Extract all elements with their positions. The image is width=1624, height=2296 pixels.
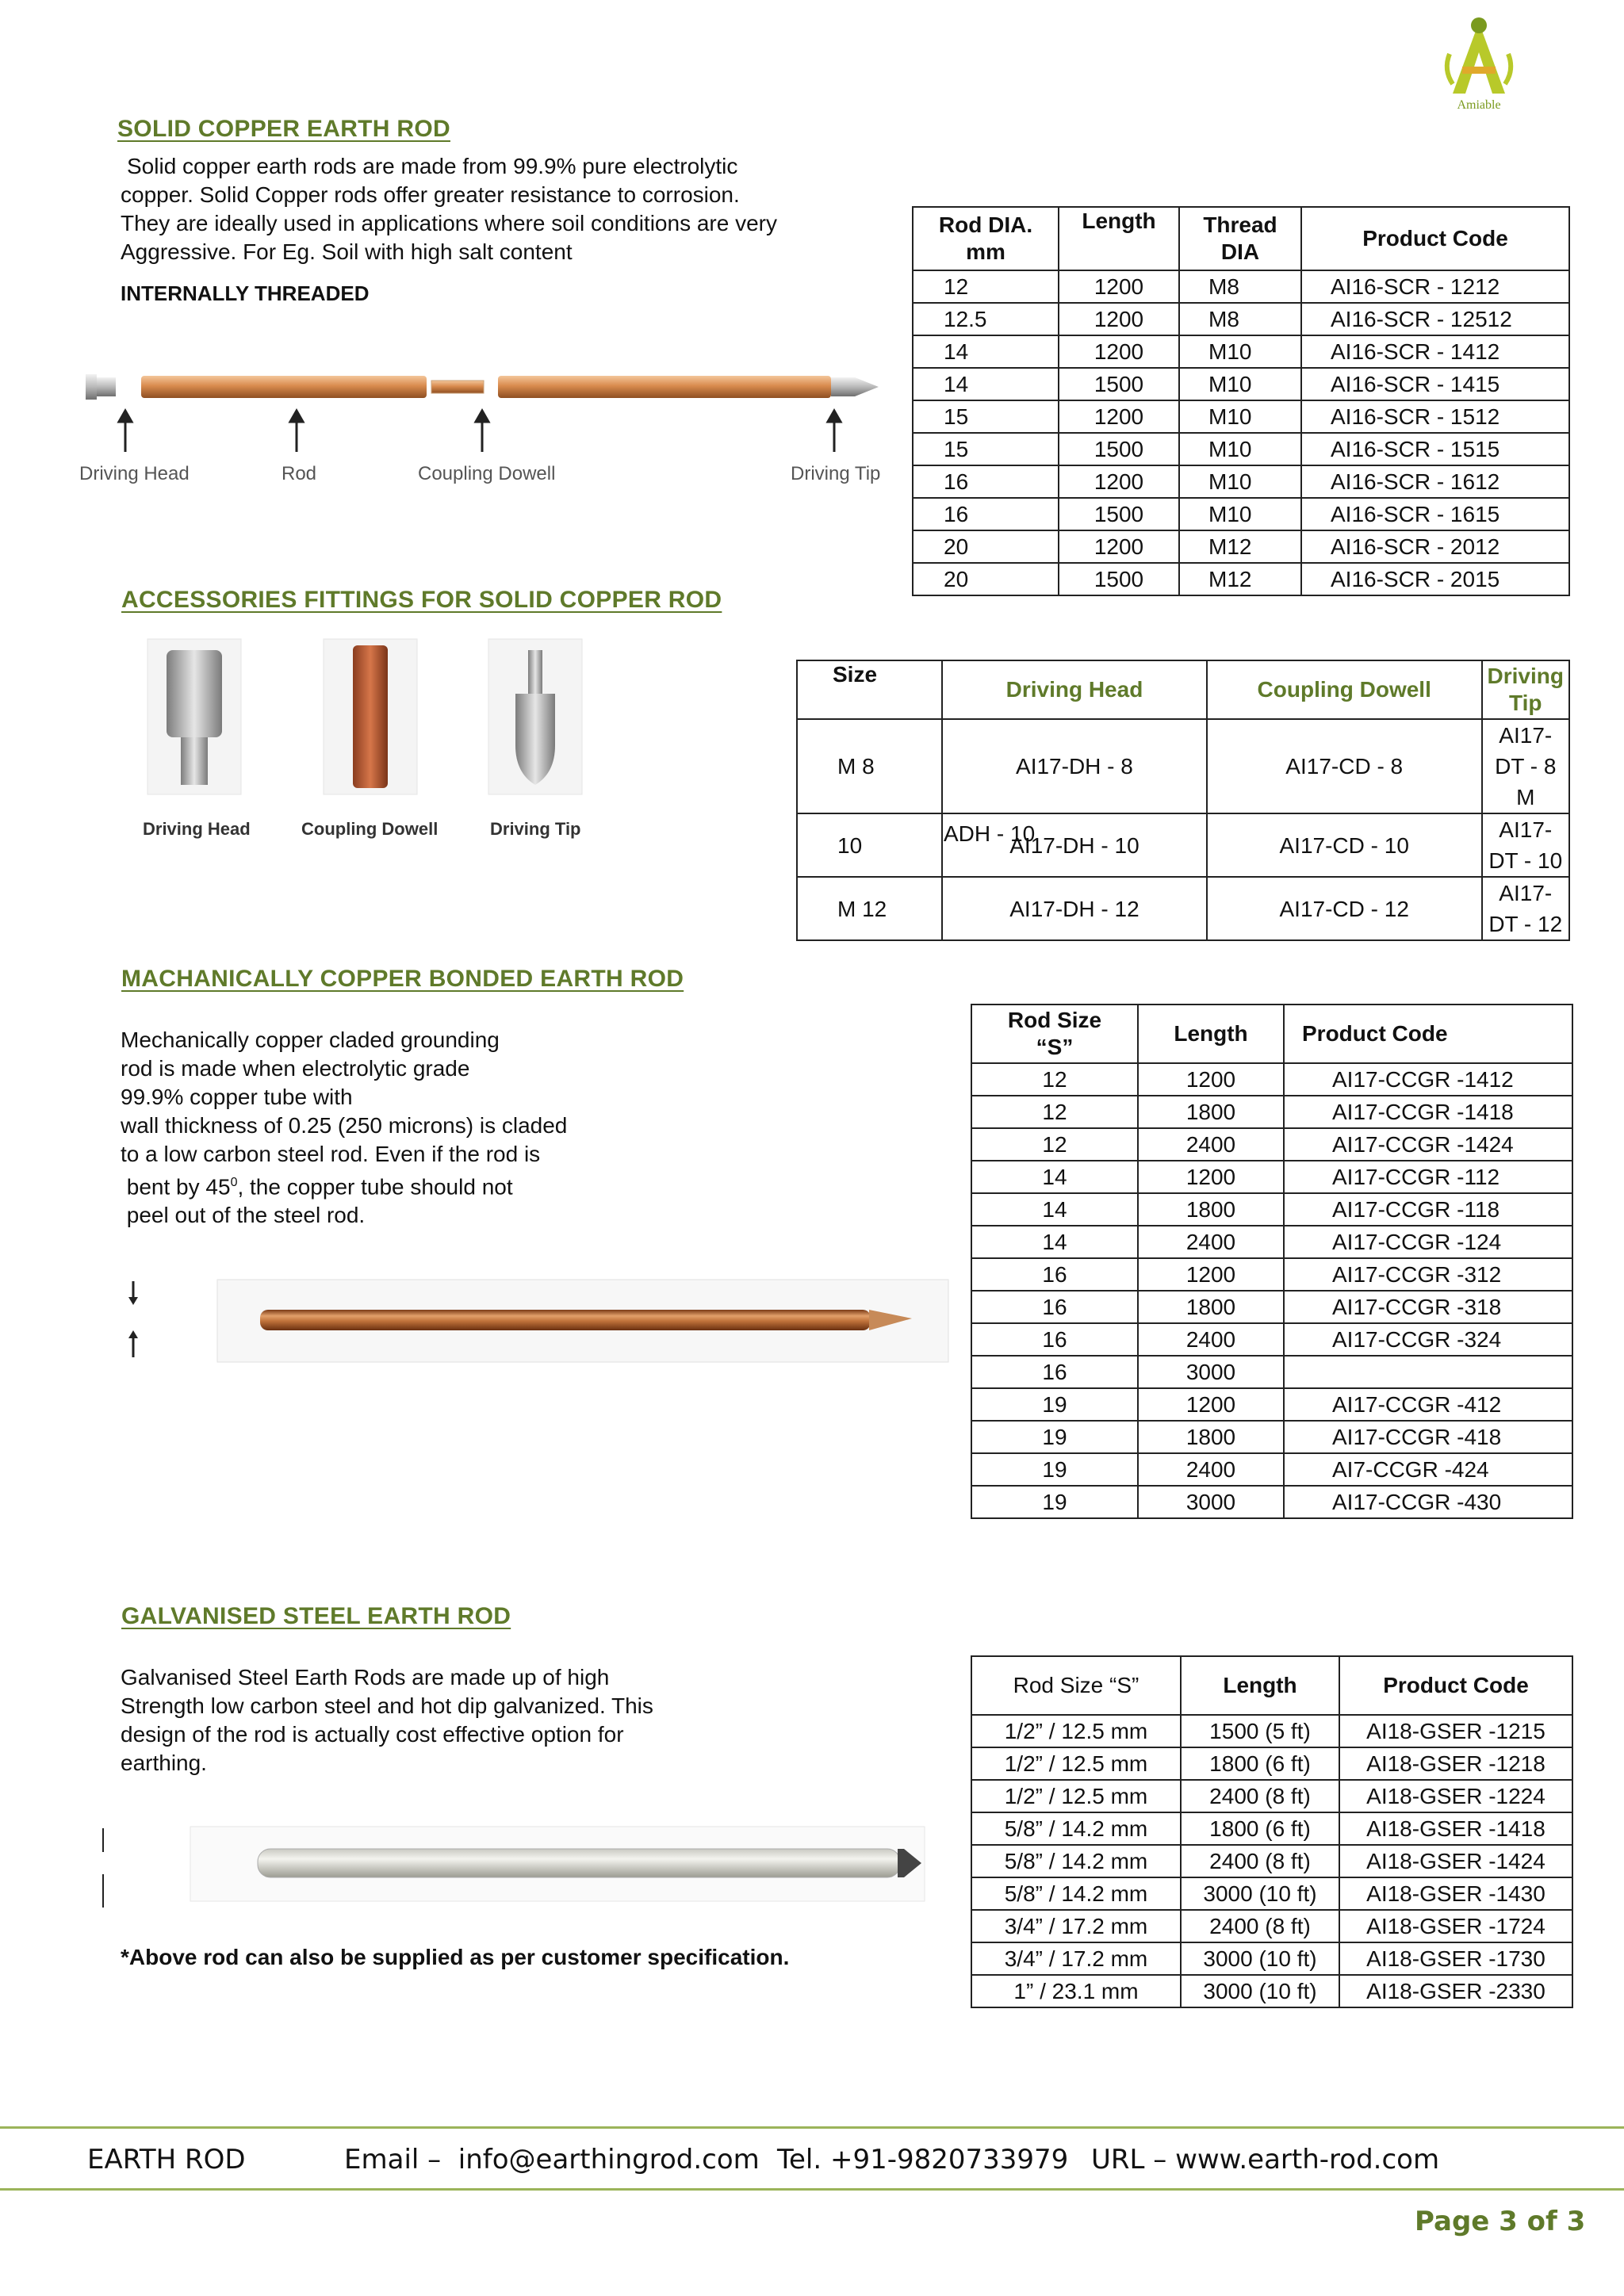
- galvanised-table-row: [971, 1975, 1572, 2007]
- solid-copper-description: Solid copper earth rods are made from 99.9% pure electrolytic copper. Solid Copper rods offer greater resistance to corrosion. They are ideally used in applications where soil conditions are very Aggressive. For Eg. Soil with high salt content: [121, 154, 777, 264]
- bonded-table-row: [971, 1421, 1572, 1453]
- galvanised-table: [971, 1655, 1573, 2008]
- solid-table-row-cell: 15: [913, 433, 1059, 465]
- accessories-table-row-cell: AI17-DT - 10: [1482, 813, 1569, 877]
- bonded-table-row-cell: 2400: [1138, 1323, 1284, 1356]
- bonded-table-row: [971, 1323, 1572, 1356]
- galvanised-table-row-cell: 3000 (10 ft): [1181, 1942, 1339, 1975]
- solid-table-row: [913, 433, 1569, 465]
- bonded-line-4: wall thickness of 0.25 (250 microns) is claded: [121, 1113, 568, 1138]
- accessories-table-row: [797, 719, 1569, 813]
- bonded-table-row-cell: AI17-CCGR -112: [1284, 1161, 1572, 1193]
- galvanised-table-row-cell: 3000 (10 ft): [1181, 1975, 1339, 2007]
- footer-telephone[interactable]: Tel. +91-9820733979: [777, 2144, 1069, 2175]
- solid-table-row-cell: 14: [913, 368, 1059, 400]
- bonded-table-row-cell: 3000: [1138, 1486, 1284, 1518]
- solid-table-row-cell: 16: [913, 465, 1059, 498]
- solid-rod-drawing: [62, 349, 879, 468]
- solid-table-row-cell: AI16-SCR - 1415: [1301, 368, 1569, 400]
- solid-table-row-cell: 1200: [1059, 530, 1179, 563]
- solid-table-row: [913, 563, 1569, 595]
- galvanised-heading: GALVANISED STEEL EARTH ROD: [121, 1603, 511, 1629]
- bonded-table-row: [971, 1453, 1572, 1486]
- galvanised-table-row-cell: 1/2” / 12.5 mm: [971, 1715, 1181, 1747]
- solid-table-row-cell: 12.5: [913, 303, 1059, 335]
- galvanised-table-row-cell: 1/2” / 12.5 mm: [971, 1747, 1181, 1780]
- label-driving-head: Driving Head: [79, 463, 190, 484]
- accessories-table: [796, 660, 1570, 941]
- accessories-table-row-cell: M 8: [797, 719, 942, 813]
- bonded-line-2: rod is made when electrolytic grade: [121, 1056, 470, 1081]
- bonded-col-product-code: Product Code: [1284, 1004, 1572, 1063]
- solid-table-row-cell: AI16-SCR - 1412: [1301, 335, 1569, 368]
- acc-col-driving-head: Driving Head: [942, 660, 1207, 719]
- bonded-table-row-cell: 1800: [1138, 1096, 1284, 1128]
- bonded-table-row: [971, 1388, 1572, 1421]
- solid-table-row-cell: 1500: [1059, 563, 1179, 595]
- bonded-line-5: to a low carbon steel rod. Even if the rod is: [121, 1142, 541, 1166]
- bonded-table-row: [971, 1096, 1572, 1128]
- bonded-table-row-cell: AI17-CCGR -1424: [1284, 1128, 1572, 1161]
- bonded-table-row: [971, 1161, 1572, 1193]
- bent-suffix: , the copper tube should not: [237, 1174, 513, 1200]
- bonded-line-3: 99.9% copper tube with: [121, 1085, 353, 1109]
- galvanised-table-row-cell: 1” / 23.1 mm: [971, 1975, 1181, 2007]
- solid-table-row-cell: 1200: [1059, 335, 1179, 368]
- footer-url[interactable]: URL – www.earth-rod.com: [1091, 2144, 1440, 2175]
- solid-table-row-cell: 1200: [1059, 270, 1179, 303]
- page-number: Page 3 of 3: [1415, 2206, 1586, 2237]
- solid-table-row-cell: M10: [1179, 498, 1301, 530]
- solid-copper-heading: SOLID COPPER EARTH ROD: [117, 116, 450, 142]
- solid-table-row-cell: M12: [1179, 530, 1301, 563]
- solid-table-row-cell: AI16-SCR - 1512: [1301, 400, 1569, 433]
- accessories-table-row-cell: AI17-DH - 10: [942, 813, 1207, 877]
- bonded-table-row-cell: 1200: [1138, 1161, 1284, 1193]
- solid-table-row-cell: AI16-SCR - 1515: [1301, 433, 1569, 465]
- accessories-extra-code: ADH - 10: [944, 821, 1036, 846]
- bonded-table-row-cell: AI17-CCGR -1418: [1284, 1096, 1572, 1128]
- solid-table-row-cell: AI16-SCR - 2012: [1301, 530, 1569, 563]
- bonded-col-rod-size: Rod Size “S”: [971, 1004, 1138, 1063]
- internally-threaded-label: INTERNALLY THREADED: [121, 281, 370, 305]
- galvanised-table-row-cell: 3/4” / 17.2 mm: [971, 1910, 1181, 1942]
- accessories-table-row-cell: AI17-CD - 8: [1207, 719, 1482, 813]
- galvanised-table-row: [971, 1942, 1572, 1975]
- acc-label-coupling-dowell: Coupling Dowell: [301, 819, 439, 839]
- solid-table-row: [913, 335, 1569, 368]
- bonded-table-row-cell: 19: [971, 1486, 1138, 1518]
- galvanised-table-row-cell: AI18-GSER -1724: [1339, 1910, 1572, 1942]
- bonded-table-row: [971, 1291, 1572, 1323]
- footer-top-rule: [0, 2126, 1624, 2129]
- bent-sup: 0: [230, 1176, 238, 1189]
- accessories-table-row: [797, 877, 1569, 940]
- solid-table-row-cell: AI16-SCR - 2015: [1301, 563, 1569, 595]
- bonded-heading: [121, 966, 829, 993]
- solid-table-row-cell: 16: [913, 498, 1059, 530]
- bonded-rod-drawing: [119, 1269, 952, 1372]
- solid-table-row-cell: 1500: [1059, 498, 1179, 530]
- bonded-description: [121, 1026, 723, 1230]
- bonded-table: [971, 1004, 1573, 1519]
- solid-table-row-cell: M10: [1179, 335, 1301, 368]
- accessories-heading: ACCESSORIES FITTINGS FOR SOLID COPPER ROD: [121, 587, 722, 613]
- acc-col-driving-tip: Driving Tip: [1482, 660, 1569, 719]
- label-driving-tip: Driving Tip: [791, 463, 881, 484]
- solid-table-row: [913, 270, 1569, 303]
- bonded-table-row-cell: 19: [971, 1421, 1138, 1453]
- solid-table-row-cell: AI16-SCR - 12512: [1301, 303, 1569, 335]
- bonded-table-row-cell: AI17-CCGR -124: [1284, 1226, 1572, 1258]
- bonded-table-row-cell: 16: [971, 1323, 1138, 1356]
- bonded-table-row-cell: AI17-CCGR -1412: [1284, 1063, 1572, 1096]
- accessories-table-row-cell: AI17-DH - 12: [942, 877, 1207, 940]
- solid-table-row-cell: 1500: [1059, 433, 1179, 465]
- bonded-table-row-cell: [1284, 1356, 1572, 1388]
- galvanised-table-row: [971, 1845, 1572, 1877]
- accessories-table-row-cell: AI17-DT - 8 M: [1482, 719, 1569, 813]
- galvanised-description: Galvanised Steel Earth Rods are made up of high Strength low carbon steel and hot dip galvanized. This design of the rod is actually cost effective option for earthing.: [121, 1665, 653, 1775]
- bonded-table-row-cell: 12: [971, 1096, 1138, 1128]
- accessories-table-row-cell: AI17-CD - 10: [1207, 813, 1482, 877]
- solid-table-row-cell: M10: [1179, 400, 1301, 433]
- galv-col-length: Length: [1181, 1656, 1339, 1715]
- galvanised-table-row: [971, 1747, 1572, 1780]
- bonded-line-1: Mechanically copper claded grounding: [121, 1027, 500, 1052]
- bonded-heading-text: MACHANICALLY COPPER BONDED EARTH ROD: [121, 966, 684, 992]
- bonded-table-row-cell: 1800: [1138, 1193, 1284, 1226]
- solid-table-row-cell: 1200: [1059, 400, 1179, 433]
- bonded-line-6: [121, 1169, 723, 1201]
- solid-table-row-cell: M10: [1179, 433, 1301, 465]
- accessories-table-row-cell: AI17-DH - 8: [942, 719, 1207, 813]
- galvanised-table-row-cell: 2400 (8 ft): [1181, 1910, 1339, 1942]
- col-product-code: Product Code: [1301, 207, 1569, 270]
- bonded-table-row: [971, 1128, 1572, 1161]
- bonded-table-row: [971, 1193, 1572, 1226]
- bonded-table-row-cell: 1800: [1138, 1421, 1284, 1453]
- galvanised-table-row-cell: 3000 (10 ft): [1181, 1877, 1339, 1910]
- bent-prefix: bent by 45: [121, 1174, 231, 1200]
- galvanised-table-row-cell: AI18-GSER -1418: [1339, 1812, 1572, 1845]
- solid-copper-table: [912, 206, 1570, 596]
- acc-col-size: Size: [797, 660, 942, 719]
- solid-table-row-cell: M10: [1179, 368, 1301, 400]
- bonded-table-row-cell: 1200: [1138, 1258, 1284, 1291]
- label-rod: Rod: [282, 463, 317, 484]
- galvanised-table-row: [971, 1877, 1572, 1910]
- bonded-table-row-cell: 1800: [1138, 1291, 1284, 1323]
- galvanised-table-row: [971, 1910, 1572, 1942]
- footer-bottom-rule: [0, 2188, 1624, 2191]
- bonded-table-row-cell: 2400: [1138, 1128, 1284, 1161]
- galv-col-rod-size: Rod Size “S”: [971, 1656, 1181, 1715]
- col-rod-dia: Rod DIA. mm: [913, 207, 1059, 270]
- solid-table-row-cell: M12: [1179, 563, 1301, 595]
- bonded-table-row-cell: AI7-CCGR -424: [1284, 1453, 1572, 1486]
- galvanised-table-row-cell: 2400 (8 ft): [1181, 1780, 1339, 1812]
- bonded-table-row: [971, 1063, 1572, 1096]
- galvanised-table-row-cell: 5/8” / 14.2 mm: [971, 1877, 1181, 1910]
- customer-spec-note: *Above rod can also be supplied as per customer specification.: [121, 1945, 790, 1969]
- solid-table-row-cell: 12: [913, 270, 1059, 303]
- galvanised-table-row: [971, 1715, 1572, 1747]
- solid-table-row-cell: M10: [1179, 465, 1301, 498]
- bonded-table-row-cell: AI17-CCGR -324: [1284, 1323, 1572, 1356]
- bonded-table-row-cell: 16: [971, 1356, 1138, 1388]
- solid-table-row: [913, 303, 1569, 335]
- solid-table-row-cell: 20: [913, 530, 1059, 563]
- galvanised-table-row-cell: AI18-GSER -2330: [1339, 1975, 1572, 2007]
- col-length: Length: [1059, 207, 1179, 270]
- footer-email[interactable]: Email – info@earthingrod.com: [344, 2144, 760, 2175]
- solid-table-row-cell: 15: [913, 400, 1059, 433]
- bonded-table-row-cell: 14: [971, 1161, 1138, 1193]
- solid-table-row-cell: 1200: [1059, 465, 1179, 498]
- accessories-table-row-cell: M 12: [797, 877, 942, 940]
- solid-table-row: [913, 498, 1569, 530]
- galv-col-product-code: Product Code: [1339, 1656, 1572, 1715]
- accessories-drawing: [143, 634, 619, 809]
- galvanised-table-row-cell: 1500 (5 ft): [1181, 1715, 1339, 1747]
- galvanised-table-row-cell: AI18-GSER -1424: [1339, 1845, 1572, 1877]
- logo-text: Amiable: [1457, 98, 1501, 112]
- solid-table-row-cell: AI16-SCR - 1615: [1301, 498, 1569, 530]
- solid-table-row-cell: 1500: [1059, 368, 1179, 400]
- solid-table-row-cell: AI16-SCR - 1612: [1301, 465, 1569, 498]
- bonded-table-row-cell: 16: [971, 1291, 1138, 1323]
- galvanised-rod-image: [95, 1816, 928, 1911]
- solid-table-row-cell: AI16-SCR - 1212: [1301, 270, 1569, 303]
- bonded-table-row-cell: 16: [971, 1258, 1138, 1291]
- bonded-table-row-cell: 19: [971, 1388, 1138, 1421]
- galvanised-table-row-cell: 2400 (8 ft): [1181, 1845, 1339, 1877]
- bonded-table-row-cell: 14: [971, 1193, 1138, 1226]
- bonded-table-row-cell: AI17-CCGR -118: [1284, 1193, 1572, 1226]
- solid-table-row-cell: M8: [1179, 303, 1301, 335]
- logo-mark-icon: [1435, 14, 1522, 98]
- galvanised-table-row-cell: 3/4” / 17.2 mm: [971, 1942, 1181, 1975]
- bonded-table-row-cell: AI17-CCGR -418: [1284, 1421, 1572, 1453]
- solid-table-row-cell: M8: [1179, 270, 1301, 303]
- solid-table-row-cell: 14: [913, 335, 1059, 368]
- galvanised-table-row-cell: AI18-GSER -1430: [1339, 1877, 1572, 1910]
- solid-table-row: [913, 368, 1569, 400]
- solid-table-row-cell: 1200: [1059, 303, 1179, 335]
- bonded-table-row-cell: AI17-CCGR -318: [1284, 1291, 1572, 1323]
- galvanised-table-row-cell: 5/8” / 14.2 mm: [971, 1845, 1181, 1877]
- bonded-table-row-cell: 2400: [1138, 1226, 1284, 1258]
- footer-title: EARTH ROD: [87, 2144, 246, 2175]
- accessories-table-row: [797, 813, 1569, 877]
- galvanised-table-row-cell: AI18-GSER -1224: [1339, 1780, 1572, 1812]
- acc-col-coupling-dowell: Coupling Dowell: [1207, 660, 1482, 719]
- bonded-table-row-cell: 12: [971, 1128, 1138, 1161]
- solid-table-row: [913, 530, 1569, 563]
- acc-label-driving-head: Driving Head: [143, 819, 251, 839]
- galvanised-rod-drawing: [95, 1816, 928, 1911]
- galvanised-table-row-cell: AI18-GSER -1730: [1339, 1942, 1572, 1975]
- galvanised-table-row: [971, 1780, 1572, 1812]
- bonded-line-7: peel out of the steel rod.: [121, 1203, 366, 1228]
- bonded-col-length: Length: [1138, 1004, 1284, 1063]
- bonded-table-row-cell: 2400: [1138, 1453, 1284, 1486]
- bonded-table-row: [971, 1258, 1572, 1291]
- accessories-table-row-cell: AI17-DT - 12: [1482, 877, 1569, 940]
- bonded-table-row-cell: 14: [971, 1226, 1138, 1258]
- accessories-table-row-cell: AI17-CD - 12: [1207, 877, 1482, 940]
- bonded-table-row: [971, 1486, 1572, 1518]
- bonded-table-row-cell: AI17-CCGR -412: [1284, 1388, 1572, 1421]
- galvanised-table-row-cell: 1800 (6 ft): [1181, 1812, 1339, 1845]
- solid-table-row-cell: 20: [913, 563, 1059, 595]
- galvanised-table-row-cell: AI18-GSER -1215: [1339, 1715, 1572, 1747]
- galvanised-table-row-cell: 1/2” / 12.5 mm: [971, 1780, 1181, 1812]
- bonded-table-row-cell: 19: [971, 1453, 1138, 1486]
- bonded-table-row: [971, 1356, 1572, 1388]
- acc-label-driving-tip: Driving Tip: [490, 819, 581, 839]
- col-thread-dia: Thread DIA: [1179, 207, 1301, 270]
- galvanised-table-row-cell: AI18-GSER -1218: [1339, 1747, 1572, 1780]
- solid-table-row: [913, 400, 1569, 433]
- bonded-table-row-cell: 1200: [1138, 1063, 1284, 1096]
- galvanised-table-row-cell: 5/8” / 14.2 mm: [971, 1812, 1181, 1845]
- galvanised-table-row: [971, 1812, 1572, 1845]
- bonded-table-row-cell: 1200: [1138, 1388, 1284, 1421]
- solid-table-row: [913, 465, 1569, 498]
- bonded-table-row-cell: 3000: [1138, 1356, 1284, 1388]
- accessories-images: [143, 634, 619, 809]
- bonded-table-row-cell: AI17-CCGR -430: [1284, 1486, 1572, 1518]
- company-logo: [1435, 14, 1522, 113]
- solid-rod-diagram: [62, 349, 879, 555]
- bonded-table-row: [971, 1226, 1572, 1258]
- bonded-table-row-cell: AI17-CCGR -312: [1284, 1258, 1572, 1291]
- galvanised-table-row-cell: 1800 (6 ft): [1181, 1747, 1339, 1780]
- bonded-rod-image: [119, 1269, 952, 1372]
- label-coupling-dowel: Coupling Dowell: [418, 463, 556, 484]
- bonded-table-row-cell: 12: [971, 1063, 1138, 1096]
- accessories-table-row-cell: 10: [797, 813, 942, 877]
